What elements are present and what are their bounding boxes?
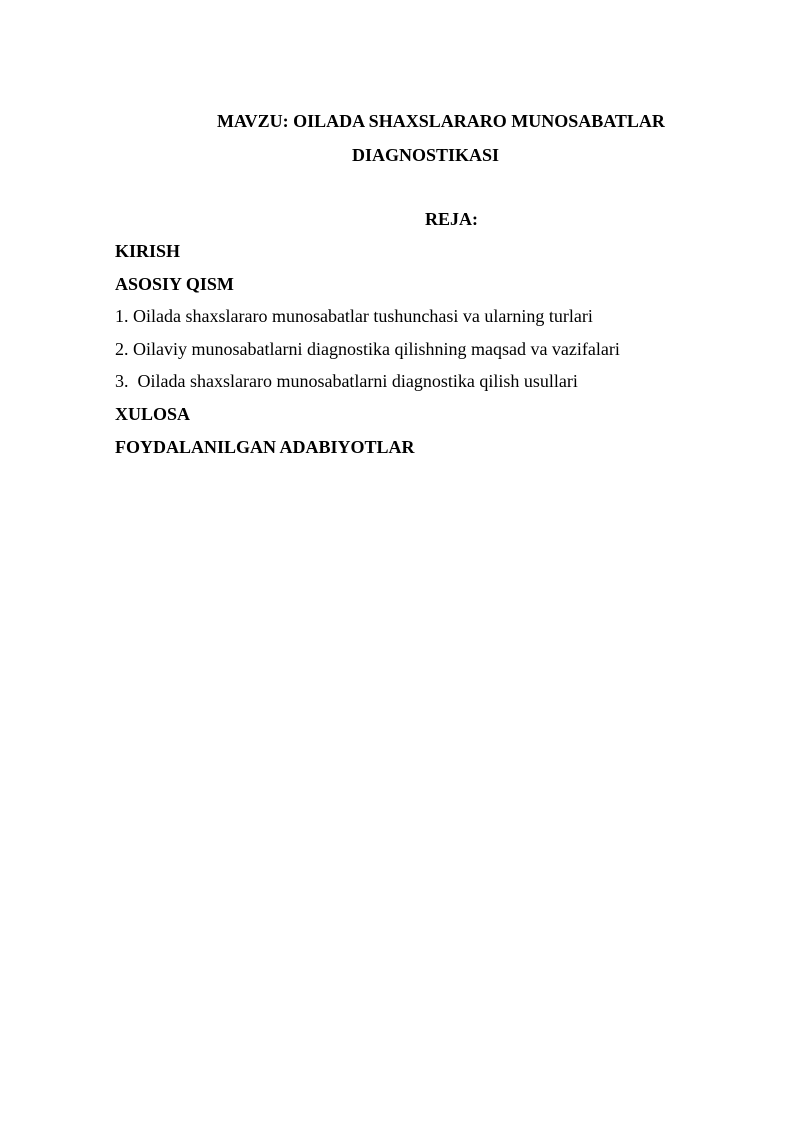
outline-item-2: 2. Oilaviy munosabatlarni diagnostika qilishning maqsad va vazifalari — [115, 338, 620, 359]
document-title-line-2: DIAGNOSTIKASI — [352, 145, 500, 165]
document-title-line-1: MAVZU: OILADA SHAXSLARARO MUNOSABATLAR — [217, 111, 665, 131]
plan-heading: REJA: — [425, 209, 478, 229]
outline-item-3: 3. Oilada shaxslararo munosabatlarni diagnostika qilish usullari — [115, 371, 578, 392]
outline-references: FOYDALANILGAN ADABIYOTLAR — [115, 436, 415, 457]
outline-item-1: 1. Oilada shaxslararo munosabatlar tushunchasi va ularning turlari — [115, 306, 593, 327]
outline-intro: KIRISH — [115, 241, 181, 261]
plan-outline — [115, 240, 755, 468]
outline-conclusion: XULOSA — [115, 403, 191, 424]
outline-main-part: ASOSIY QISM — [115, 273, 234, 294]
